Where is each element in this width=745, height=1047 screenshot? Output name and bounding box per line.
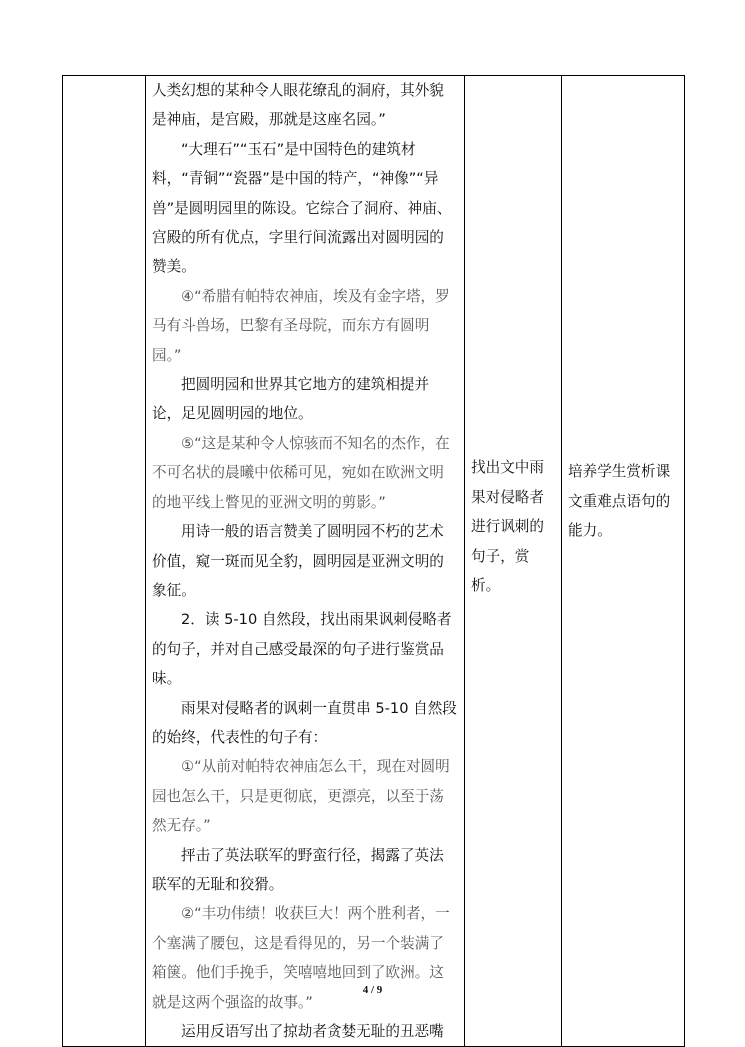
content-paragraph: ①“从前对帕特农神庙怎么干，现在对圆明园也怎么干，只是更彻底，更漂亮，以至于荡然无存。”: [152, 758, 450, 835]
content-paragraph: 抨击了英法联军的野蛮行径，揭露了英法联军的无耻和狡猾。: [152, 846, 444, 893]
teaching-content-text: [146, 76, 464, 1046]
content-paragraph: 人类幻想的某种令人眼花缭乱的洞府，其外貌是神庙，是宫殿，那就是这座名园。”: [152, 82, 444, 129]
content-paragraph: ②“丰功伟绩！收获巨大！两个胜利者，一个塞满了腰包，这是看得见的，另一个装满了箱箧。他们手挽手，笑嘻嘻地回到了欧洲。这就是这两个强盗的故事。”: [152, 905, 450, 1011]
page-number: 4 / 9: [362, 984, 383, 996]
content-paragraph: 2．读 5-10 自然段，找出雨果讽刺侵略者的句子，并对自己感受最深的句子进行鉴赏品味。: [152, 611, 452, 688]
content-paragraph: 雨果对侵略者的讽刺一直贯串 5-10 自然段的始终，代表性的句子有：: [152, 699, 457, 746]
content-paragraph: ⑤“这是某种令人惊骇而不知名的杰作，在不可名状的晨曦中依稀可见，宛如在欧洲文明的地平线上瞥见的亚洲文明的剪影。”: [152, 434, 450, 511]
table-cell-blank: [63, 76, 146, 1047]
table-cell-content: [146, 76, 465, 1047]
content-paragraph: 用诗一般的语言赞美了圆明园不朽的艺术价值，窥一斑而见全豹，圆明园是亚洲文明的象征。: [152, 523, 444, 599]
lesson-plan-table: [62, 75, 685, 1047]
design-intent-text: 培养学生赏析课文重难点语句的能力。: [568, 463, 671, 540]
content-paragraph: 运用反语写出了掠劫者贪婪无耻的丑恶嘴: [181, 1023, 444, 1040]
content-paragraph: 把圆明园和世界其它地方的建筑相提并论，足见圆明园的地位。: [152, 376, 430, 423]
content-paragraph: ④“希腊有帕特农神庙，埃及有金字塔，罗马有斗兽场，巴黎有圣母院，而东方有圆明园。”: [152, 287, 450, 364]
content-paragraph: “大理石”“玉石”是中国特色的建筑材料，“青铜”“瓷器”是中国的特产，“神像”“异兽”是圆明园里的陈设。它综合了洞府、神庙、宫殿的所有优点，字里行间流露出对圆明园的赞美。: [152, 140, 452, 276]
student-activity-text: 找出文中雨果对侵略者进行讽刺的句子，赏析。: [471, 459, 544, 595]
table-cell-activity: [465, 76, 562, 1047]
table-row: [63, 76, 685, 1047]
table-cell-purpose: [562, 76, 685, 1047]
